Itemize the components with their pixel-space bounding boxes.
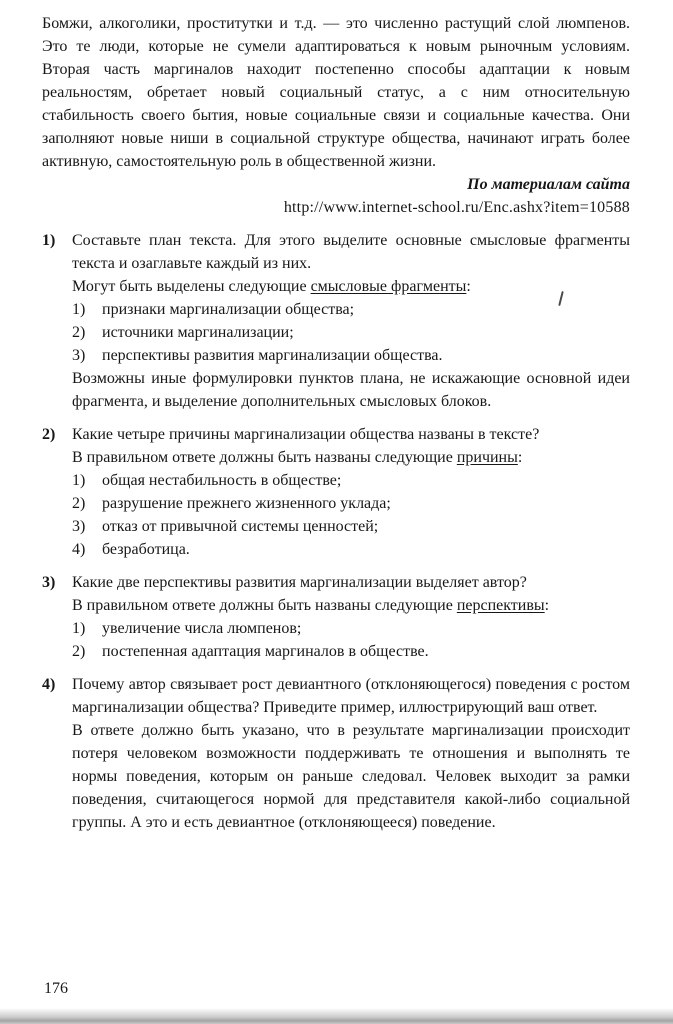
question-4: [42, 673, 630, 834]
question-1-lead-post: :: [466, 278, 471, 295]
subitem-text: признаки маргинализации общества;: [102, 301, 355, 318]
question-1-lead-pre: Могут быть выделены следующие: [72, 278, 311, 295]
page-number: 176: [44, 980, 68, 997]
question-2: [42, 423, 630, 561]
question-4-answer: В ответе должно быть указано, что в результате маргинализации происходит потеря человеком возможности поддерживать те отношения и выполнять те нормы поведения, которым он раньше следовал. Человек выходит за рамки поведения, считающегося нормой для представителя какой-либо социальной группы. А это и есть девиантное (отклоняющееся) поведение.: [72, 722, 630, 831]
subitem-text: безработица.: [102, 541, 190, 558]
subitem-text: перспективы развития маргинализации общества.: [102, 347, 443, 364]
question-1-note: Возможны иные формулировки пунктов плана, не искажающие основной идеи фрагмента, и выделение дополнительных смысловых блоков.: [72, 370, 630, 410]
question-3: [42, 571, 630, 663]
subitem-text: общая нестабильность в обществе;: [102, 472, 342, 489]
question-2-lead: [72, 446, 630, 469]
question-1-subitem-1: [72, 298, 630, 321]
question-1-number: 1): [42, 232, 56, 249]
question-2-subitem-1: [72, 469, 630, 492]
question-3-lead-underlined: перспективы: [456, 597, 545, 614]
question-1-lead-underlined: смысловые фрагменты: [310, 278, 467, 295]
question-2-text: Какие четыре причины маргинализации общества названы в тексте?: [72, 426, 540, 443]
subitem-number: 3): [72, 518, 86, 535]
source-url: http://www.internet-school.ru/Enc.ashx?item=10588: [283, 199, 630, 216]
question-1: [42, 229, 630, 413]
question-4-text: Почему автор связывает рост девиантного (отклоняющегося) поведения с ростом маргинализации общества? Приведите пример, иллюстрирующий ваш ответ.: [72, 676, 630, 716]
question-3-subitem-1: [72, 617, 630, 640]
question-2-lead-pre: В правильном ответе должны быть названы следующие: [72, 449, 457, 466]
question-3-lead-post: :: [544, 597, 550, 614]
question-1-text: Составьте план текста. Для этого выделите основные смысловые фрагменты текста и озаглавьте каждый из них.: [72, 232, 630, 272]
question-1-lead: [72, 275, 630, 298]
question-2-lead-underlined: причины: [456, 449, 518, 466]
subitem-number: 2): [72, 495, 86, 512]
question-3-number: 3): [42, 574, 56, 591]
question-2-subitem-4: [72, 538, 630, 561]
question-3-subitem-2: [72, 640, 630, 663]
question-3-body: [72, 571, 630, 663]
subitem-number: 3): [72, 347, 86, 364]
scan-edge-shadow: [0, 1008, 673, 1024]
question-2-number: 2): [42, 426, 56, 443]
question-2-lead-post: :: [517, 449, 523, 466]
source-attribution: По материалам сайта: [467, 176, 630, 193]
question-1-subitem-3: [72, 344, 630, 367]
question-4-number: 4): [42, 676, 56, 693]
subitem-number: 1): [72, 620, 86, 637]
subitem-text: отказ от привычной системы ценностей;: [102, 518, 379, 535]
subitem-number: 2): [72, 643, 86, 660]
question-1-body: [72, 229, 630, 413]
question-3-lead-pre: В правильном ответе должны быть названы следующие: [72, 597, 457, 614]
intro-paragraph: Бомжи, алкоголики, проститутки и т.д. — это численно растущий слой люмпенов. Это те люди, которые не сумели адаптироваться к новым рыночным условиям. Вторая часть маргиналов находит постепенно способы адаптации к новым реальностям, обретает новый социальный статус, а с ним относительную стабильность своего бытия, новые социальные связи и социальные качества. Они заполняют новые ниши в социальной структуре общества, начинают играть более активную, самостоятельную роль в общественной жизни.: [42, 15, 630, 170]
question-2-subitem-2: [72, 492, 630, 515]
subitem-number: 2): [72, 324, 86, 341]
question-2-body: [72, 423, 630, 561]
question-4-body: [72, 673, 630, 834]
question-3-text: Какие две перспективы развития маргинализации выделяет автор?: [72, 574, 527, 591]
subitem-number: 1): [72, 472, 86, 489]
subitem-number: 4): [72, 541, 86, 558]
question-1-subitem-2: [72, 321, 630, 344]
question-2-subitem-3: [72, 515, 630, 538]
question-3-lead: [72, 594, 630, 617]
subitem-text: источники маргинализации;: [102, 324, 294, 341]
subitem-text: разрушение прежнего жизненного уклада;: [102, 495, 391, 512]
subitem-text: постепенная адаптация маргиналов в обществе.: [102, 643, 429, 660]
subitem-text: увеличение числа люмпенов;: [102, 620, 302, 637]
subitem-number: 1): [72, 301, 86, 318]
